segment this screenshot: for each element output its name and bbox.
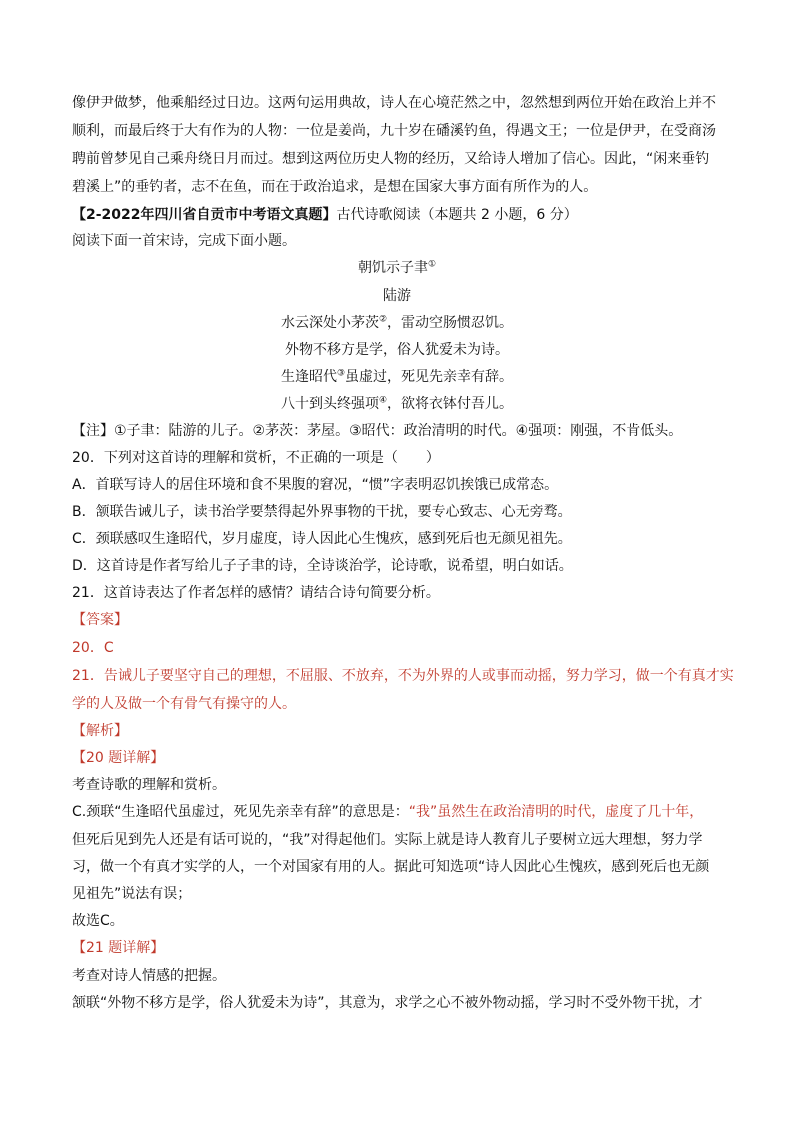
detail-20-line-3: 但死后见到先人还是有话可说的，“我”对得起他们。实际上就是诗人教育儿子要树立远大理想，努力学 bbox=[72, 832, 703, 848]
answer-21-line-1: 21．告诫儿子要坚守自己的理想，不屈服、不放弃，不为外界的人或事而动摇，努力学习，做一个有真才实 bbox=[72, 668, 734, 684]
question-header-text: 古代诗歌阅读（本题共 2 小题，6 分） bbox=[336, 207, 578, 223]
detail-21-line-2: 颔联“外物不移方是学，俗人犹爱未为诗”，其意为，求学之心不被外物动摇，学习时不受外物干扰，才 bbox=[72, 995, 703, 1011]
poem-line-4-a: 八十到头终强项 bbox=[280, 396, 379, 412]
detail-20-line-2-b: “我”虽然生在政治清明的时代，虚度了几十年， bbox=[408, 804, 704, 820]
instruction: 阅读下面一首宋诗，完成下面小题。 bbox=[72, 233, 296, 249]
poem-note-2: ② bbox=[378, 314, 388, 325]
q21-stem: 21．这首诗表达了作者怎样的感情？请结合诗句简要分析。 bbox=[72, 585, 440, 601]
poem-line-1 bbox=[0, 313, 794, 333]
question-source-tag: 【2-2022年四川省自贡市中考语文真题】 bbox=[72, 207, 337, 223]
poem-line-4-b: ，欲将衣钵付吾儿。 bbox=[387, 396, 514, 412]
detail-20-line-2 bbox=[72, 802, 724, 822]
detail-20-line-1: 考查诗歌的理解和赏析。 bbox=[72, 777, 226, 793]
question-header bbox=[72, 205, 724, 225]
intro-line-4: 碧溪上”的垂钓者，志不在鱼，而在于政治追求，是想在国家大事方面有所作为的人。 bbox=[72, 179, 598, 195]
detail-20-line-2-a: C.颈联“生逢昭代虽虚过，死见先亲幸有辞”的意思是： bbox=[72, 804, 409, 820]
poem-author: 陆游 bbox=[383, 288, 411, 304]
answer-21-line-2: 学的人及做一个有骨气有操守的人。 bbox=[72, 696, 296, 712]
q20-option-b: B．颔联告诫儿子，读书治学要禁得起外界事物的干扰，要专心致志、心无旁骛。 bbox=[72, 504, 572, 520]
q20-option-c: C．颈联感叹生逢昭代，岁月虚度，诗人因此心生愧疚，感到死后也无颜见祖先。 bbox=[72, 531, 572, 547]
detail-21-line-1: 考查对诗人情感的把握。 bbox=[72, 968, 226, 984]
poem-title-text: 朝饥示子聿 bbox=[357, 260, 428, 276]
poem-line-3 bbox=[0, 367, 794, 387]
detail-20-label: 【20 题详解】 bbox=[72, 750, 165, 766]
detail-20-line-6: 故选C。 bbox=[72, 913, 124, 929]
q20-option-d: D．这首诗是作者写给儿子子聿的诗，全诗谈治学，论诗歌，说希望，明白如话。 bbox=[72, 558, 573, 574]
poem-line-3-b: 虽虚过，死见先亲幸有辞。 bbox=[345, 369, 514, 385]
intro-line-3: 聘前曾梦见自己乘舟绕日月而过。想到这两位历史人物的经历，又给诗人增加了信心。因此，“闲来垂钓 bbox=[72, 151, 710, 167]
detail-21-label: 【21 题详解】 bbox=[72, 940, 165, 956]
intro-line-2: 顺利，而最后终于大有作为的人物：一位是姜尚，九十岁在磻溪钓鱼，得遇文王；一位是伊尹，在受商汤 bbox=[72, 123, 716, 139]
detail-20-line-5: 见祖先”说法有误； bbox=[72, 886, 192, 902]
poem-note-4: ④ bbox=[378, 395, 388, 406]
q20-option-a: A．首联写诗人的居住环境和食不果腹的窘况，“惯”字表明忍饥挨饿已成常态。 bbox=[72, 477, 559, 493]
poem-note-3: ③ bbox=[336, 368, 346, 379]
poem-line-1-b: ，雷动空肠惯忍饥。 bbox=[387, 315, 514, 331]
poem-line-2: 外物不移方是学，俗人犹爱未为诗。 bbox=[285, 342, 509, 358]
poem-line-1-a: 水云深处小茅茨 bbox=[280, 315, 379, 331]
poem-line-4 bbox=[0, 394, 794, 414]
answer-20: 20．C bbox=[72, 640, 114, 656]
analysis-label: 【解析】 bbox=[72, 723, 128, 739]
intro-line-1: 像伊尹做梦，他乘船经过日边。这两句运用典故，诗人在心境茫然之中，忽然想到两位开始在政治上并不 bbox=[72, 95, 716, 111]
poem-notes: 【注】①子聿：陆游的儿子。②茅茨：茅屋。③昭代：政治清明的时代。④强项：刚强，不肯低头。 bbox=[72, 423, 683, 439]
poem-title bbox=[0, 258, 794, 278]
poem-line-3-a: 生逢昭代 bbox=[280, 369, 337, 385]
answer-label: 【答案】 bbox=[72, 612, 128, 628]
poem-title-note: ① bbox=[427, 259, 437, 270]
detail-20-line-4: 习，做一个有真才实学的人，一个对国家有用的人。据此可知选项“诗人因此心生愧疚，感到死后也无颜 bbox=[72, 859, 710, 875]
q20-stem: 20．下列对这首诗的理解和赏析，不正确的一项是（ ） bbox=[72, 450, 440, 466]
